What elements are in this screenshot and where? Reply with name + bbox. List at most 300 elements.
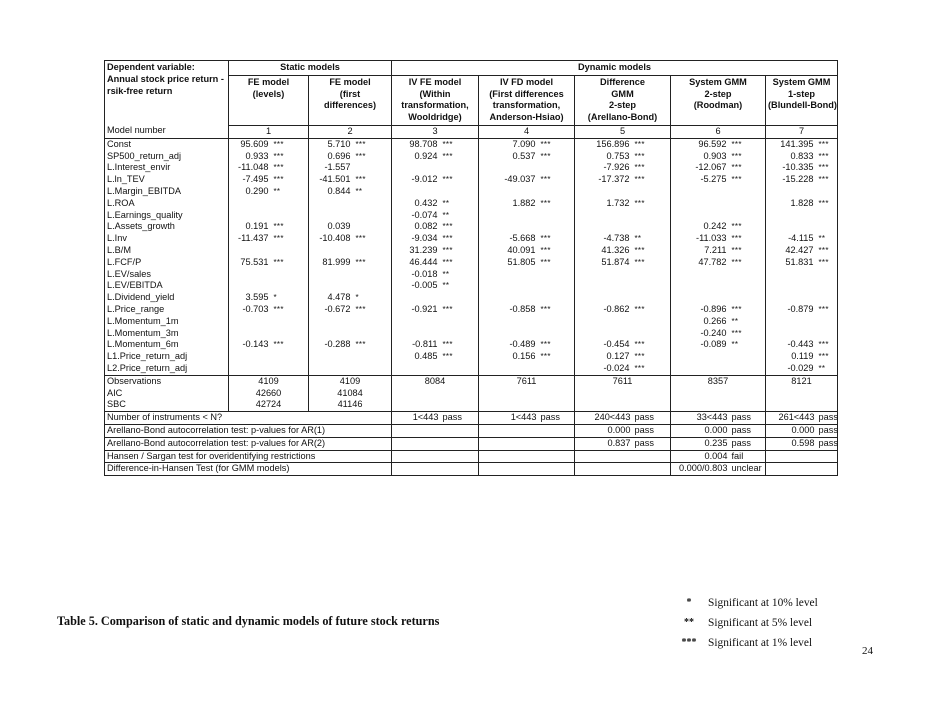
- stat-value: [575, 399, 671, 411]
- test-value: [479, 437, 539, 450]
- coefficient-value: [671, 198, 730, 210]
- model-header-line: FE model: [329, 76, 371, 87]
- model-number: 3: [392, 125, 479, 138]
- coefficient-value: -0.074: [411, 209, 438, 220]
- significance-stars: ***: [633, 363, 671, 375]
- coefficient-value: [479, 269, 539, 281]
- significance-stars: ***: [817, 198, 838, 210]
- significance-stars: ***: [272, 257, 309, 269]
- significance-stars: ***: [354, 304, 392, 316]
- significance-stars: ***: [539, 351, 575, 363]
- significance-stars: [817, 186, 838, 198]
- model-header-line: (Within: [419, 88, 451, 99]
- legend-text: Significant at 10% level: [708, 597, 818, 609]
- coefficient-value: -7.926: [603, 162, 630, 173]
- significance-stars: ***: [441, 221, 479, 233]
- row-label: SP500_return_adj: [105, 151, 229, 163]
- coefficient-value: -4.115: [788, 233, 814, 244]
- table-row: [105, 304, 838, 316]
- coefficient-value: [575, 316, 633, 328]
- stat-value: 41146: [309, 399, 392, 411]
- test-value: 0.837: [575, 437, 633, 450]
- table-row: [105, 174, 838, 186]
- model-header-line: System GMM: [772, 76, 831, 87]
- coefficient-value: 40.091: [507, 244, 536, 255]
- coefficient-value: -12.067: [695, 162, 727, 173]
- significance-stars: ***: [730, 138, 766, 150]
- test-result: [441, 424, 479, 437]
- significance-stars: ***: [272, 221, 309, 233]
- coefficient-value: -11.048: [238, 162, 269, 173]
- row-label: SBC: [105, 399, 229, 411]
- coefficient-value: -0.443: [787, 339, 814, 350]
- coefficient-value: 0.127: [606, 351, 630, 362]
- test-row: [105, 463, 838, 476]
- significance-stars: ***: [633, 174, 671, 186]
- coefficient-value: [229, 198, 272, 210]
- coefficient-value: -7.495: [242, 174, 269, 185]
- significance-stars: [730, 210, 766, 222]
- stat-value: [392, 399, 479, 411]
- significance-stars: ***: [441, 151, 479, 163]
- coefficient-value: 51.874: [601, 256, 630, 267]
- test-result: [441, 463, 479, 476]
- significance-stars: ***: [633, 162, 671, 174]
- significance-stars: [633, 221, 671, 233]
- coefficient-value: [671, 186, 730, 198]
- significance-stars: ***: [730, 304, 766, 316]
- significance-stars: [354, 210, 392, 222]
- coefficient-value: -0.862: [603, 303, 630, 314]
- significance-stars: [354, 198, 392, 210]
- test-result: [633, 450, 671, 463]
- test-label: Hansen / Sargan test for overidentifying restrictions: [105, 450, 392, 463]
- test-value: 0.000/0.803: [671, 463, 730, 476]
- significance-stars: ***: [354, 339, 392, 351]
- significance-stars: ***: [354, 174, 392, 186]
- coefficient-value: [309, 316, 354, 328]
- coefficient-value: [575, 221, 633, 233]
- row-label: L.EV/EBITDA: [105, 280, 229, 292]
- model-number: 7: [766, 125, 838, 138]
- significance-stars: ***: [817, 339, 838, 351]
- test-result: [441, 437, 479, 450]
- model-header-line: (Roodman): [693, 100, 743, 111]
- significance-stars: [730, 363, 766, 375]
- table-row: [105, 162, 838, 174]
- stat-value: 8121: [766, 375, 838, 387]
- significance-stars: ***: [817, 151, 838, 163]
- model-header-5: [575, 75, 671, 125]
- coefficient-value: 1.828: [790, 197, 814, 208]
- dependent-variable-value: Annual stock price return - rsik-free return: [107, 73, 224, 96]
- significance-stars: **: [730, 339, 766, 351]
- significance-stars: [354, 363, 392, 375]
- table-row: [105, 328, 838, 340]
- model-header-line: Anderson-Hsiao): [489, 112, 564, 123]
- significance-stars: *: [354, 292, 392, 304]
- test-result: [539, 424, 575, 437]
- significance-stars: [730, 269, 766, 281]
- coefficient-value: 0.485: [414, 351, 438, 362]
- table-row: [105, 280, 838, 292]
- test-row: [105, 450, 838, 463]
- coefficient-value: 46.444: [409, 256, 438, 267]
- stats-row: [105, 375, 838, 387]
- row-label: L.Price_range: [105, 304, 229, 316]
- significance-stars: [817, 316, 838, 328]
- test-result: [441, 450, 479, 463]
- coefficient-value: -0.005: [411, 280, 438, 291]
- model-number-row: [105, 125, 838, 138]
- model-number: 2: [309, 125, 392, 138]
- model-header-line: Difference: [600, 76, 645, 87]
- significance-stars: **: [817, 233, 838, 245]
- row-label: L.Momentum_6m: [105, 339, 229, 351]
- significance-stars: [272, 198, 309, 210]
- row-label: Observations: [105, 375, 229, 387]
- coefficient-value: [392, 316, 441, 328]
- results-table: [104, 60, 838, 476]
- model-header-1: [229, 75, 309, 125]
- test-label: Number of instruments < N?: [105, 412, 392, 425]
- significance-stars: [354, 351, 392, 363]
- row-label: Model number: [105, 125, 229, 138]
- significance-stars: ***: [539, 233, 575, 245]
- stat-value: [766, 399, 838, 411]
- significance-stars: ***: [539, 198, 575, 210]
- significance-stars: [730, 292, 766, 304]
- coefficient-value: 0.156: [512, 351, 536, 362]
- significance-stars: ***: [272, 162, 309, 174]
- significance-stars: ***: [817, 245, 838, 257]
- stat-value: 8357: [671, 375, 766, 387]
- significance-stars: ***: [441, 351, 479, 363]
- test-result: [539, 437, 575, 450]
- model-header-7: [766, 75, 838, 125]
- significance-stars: ***: [817, 304, 838, 316]
- table-row: [105, 198, 838, 210]
- significance-stars: [441, 328, 479, 340]
- significance-stars: ***: [272, 304, 309, 316]
- significance-stars: ***: [730, 257, 766, 269]
- coefficient-value: 1.882: [512, 197, 536, 208]
- coefficient-value: [479, 221, 539, 233]
- test-value: 0.235: [671, 437, 730, 450]
- coefficient-value: 0.903: [703, 150, 727, 161]
- significance-stars: ***: [354, 233, 392, 245]
- test-result: pass: [633, 424, 671, 437]
- coefficient-value: [671, 210, 730, 222]
- significance-stars: [272, 316, 309, 328]
- coefficient-value: 0.266: [703, 315, 727, 326]
- coefficient-value: 4.478: [327, 292, 351, 303]
- significance-stars: ***: [441, 138, 479, 150]
- model-header-line: 2-step: [704, 88, 732, 99]
- row-label: L.Earnings_quality: [105, 210, 229, 222]
- coefficient-value: -0.018: [411, 268, 438, 279]
- coefficient-value: [229, 280, 272, 292]
- table-row: [105, 363, 838, 375]
- significance-stars: ***: [441, 245, 479, 257]
- significance-stars: ***: [441, 304, 479, 316]
- significance-stars: ***: [633, 257, 671, 269]
- coefficient-value: [575, 186, 633, 198]
- coefficient-value: 1.732: [606, 197, 630, 208]
- significance-stars: ***: [817, 351, 838, 363]
- significance-stars: [539, 316, 575, 328]
- significance-stars: [354, 221, 392, 233]
- coefficient-value: [766, 221, 817, 233]
- stat-value: [671, 388, 766, 400]
- coefficient-value: [766, 269, 817, 281]
- model-number: 6: [671, 125, 766, 138]
- test-result: pass: [633, 412, 671, 425]
- coefficient-value: [229, 351, 272, 363]
- coefficient-value: [479, 363, 539, 375]
- significance-stars: ***: [539, 304, 575, 316]
- significance-stars: **: [441, 280, 479, 292]
- coefficient-value: -10.335: [782, 162, 814, 173]
- significance-stars: [539, 221, 575, 233]
- significance-stars: **: [817, 363, 838, 375]
- coefficient-value: 31.239: [409, 244, 438, 255]
- significance-stars: [730, 351, 766, 363]
- significance-stars: [441, 162, 479, 174]
- table-header: [105, 61, 838, 126]
- significance-stars: ***: [730, 162, 766, 174]
- model-header-line: (Arellano-Bond): [587, 112, 658, 123]
- coefficient-value: [766, 280, 817, 292]
- model-header-line: (first: [339, 88, 361, 99]
- coefficient-value: 0.696: [327, 150, 351, 161]
- significance-stars: [441, 316, 479, 328]
- coefficient-value: -9.034: [411, 233, 438, 244]
- coefficient-value: -17.372: [598, 174, 630, 185]
- significance-stars: ***: [730, 174, 766, 186]
- coefficient-value: [671, 351, 730, 363]
- test-value: [575, 463, 633, 476]
- model-header-line: 2-step: [608, 100, 637, 111]
- test-value: [392, 463, 441, 476]
- significance-stars: [539, 292, 575, 304]
- coefficient-value: 96.592: [698, 138, 727, 149]
- coefficient-value: [575, 328, 633, 340]
- significance-stars: [272, 245, 309, 257]
- significance-stars: ***: [272, 174, 309, 186]
- test-result: pass: [730, 437, 766, 450]
- significance-stars: [272, 351, 309, 363]
- dynamic-models-group: Dynamic models: [392, 61, 838, 76]
- coefficient-value: -0.288: [324, 339, 351, 350]
- table-row: [105, 245, 838, 257]
- test-value: [392, 437, 441, 450]
- significance-stars: [539, 363, 575, 375]
- legend-item: [670, 637, 818, 657]
- model-header-line: IV FD model: [499, 76, 554, 87]
- coefficient-value: -0.879: [787, 303, 814, 314]
- coefficient-value: 98.708: [409, 138, 438, 149]
- stat-value: 8084: [392, 375, 479, 387]
- significance-stars: **: [441, 269, 479, 281]
- coefficient-value: -0.024: [575, 363, 633, 375]
- stat-value: [575, 388, 671, 400]
- significance-stars: [730, 186, 766, 198]
- coefficient-value: 0.753: [606, 150, 630, 161]
- table-row: [105, 210, 838, 222]
- coefficient-value: [309, 210, 354, 222]
- legend-text: Significant at 5% level: [708, 617, 813, 629]
- significance-stars: ***: [633, 138, 671, 150]
- significance-stars: [633, 280, 671, 292]
- significance-stars: [272, 210, 309, 222]
- table-row: [105, 339, 838, 351]
- coefficient-value: [229, 316, 272, 328]
- test-value: [766, 450, 817, 463]
- significance-stars: ***: [272, 233, 309, 245]
- coefficient-value: [479, 316, 539, 328]
- test-result: [539, 450, 575, 463]
- significance-stars: ***: [730, 245, 766, 257]
- stat-value: 41084: [309, 388, 392, 400]
- test-label: Difference-in-Hansen Test (for GMM models): [105, 463, 392, 476]
- coefficient-value: [766, 210, 817, 222]
- coefficient-value: -0.489: [509, 339, 536, 350]
- dependent-variable-label: Dependent variable:: [107, 62, 195, 72]
- coefficient-value: 141.395: [780, 138, 814, 149]
- model-header-line: 1-step: [787, 88, 816, 99]
- test-value: 0.000: [575, 424, 633, 437]
- row-label: L1.Price_return_adj: [105, 351, 229, 363]
- significance-stars: [272, 328, 309, 340]
- significance-stars: [817, 280, 838, 292]
- significance-stars: ***: [539, 151, 575, 163]
- significance-stars: **: [441, 198, 479, 210]
- test-value: [392, 450, 441, 463]
- coefficient-value: [671, 292, 730, 304]
- significance-stars: ***: [441, 257, 479, 269]
- significance-stars: ***: [539, 174, 575, 186]
- coefficient-value: -11.033: [696, 233, 727, 244]
- significance-stars: **: [633, 233, 671, 245]
- test-row: [105, 437, 838, 450]
- significance-stars: [354, 280, 392, 292]
- coefficient-value: [309, 328, 354, 340]
- test-result: pass: [633, 437, 671, 450]
- significance-stars: [441, 292, 479, 304]
- significance-stars: [730, 198, 766, 210]
- coefficient-value: [575, 292, 633, 304]
- significance-stars: ***: [817, 162, 838, 174]
- stat-value: [479, 399, 575, 411]
- significance-stars: ***: [354, 257, 392, 269]
- significance-stars: ***: [354, 138, 392, 150]
- significance-stars: [730, 280, 766, 292]
- test-value: 1<443: [392, 412, 441, 425]
- coefficient-value: 0.537: [512, 150, 536, 161]
- significance-stars: [539, 328, 575, 340]
- legend-text: Significant at 1% level: [708, 637, 813, 649]
- significance-stars: [539, 280, 575, 292]
- test-value: 1<443: [479, 412, 539, 425]
- table-row: [105, 292, 838, 304]
- table-caption: Table 5. Comparison of static and dynamic models of future stock returns: [57, 614, 440, 628]
- table-row: [105, 351, 838, 363]
- row-label: L.Momentum_1m: [105, 316, 229, 328]
- coefficient-value: 81.999: [322, 256, 351, 267]
- model-header-line: (levels): [252, 88, 285, 99]
- test-value: 0.000: [671, 424, 730, 437]
- significance-stars: ***: [441, 174, 479, 186]
- coefficient-value: [575, 280, 633, 292]
- coefficient-value: 0.119: [791, 351, 814, 362]
- test-result: unclear: [730, 463, 766, 476]
- stat-value: [479, 388, 575, 400]
- coefficient-value: [392, 292, 441, 304]
- test-result: pass: [730, 424, 766, 437]
- coefficient-value: [671, 363, 730, 375]
- model-header-line: System GMM: [689, 76, 747, 87]
- coefficient-value: [309, 245, 354, 257]
- coefficient-value: [575, 269, 633, 281]
- coefficient-value: -15.228: [782, 174, 814, 185]
- test-result: pass: [817, 437, 838, 450]
- significance-stars: [633, 186, 671, 198]
- coefficient-value: [229, 269, 272, 281]
- test-result: pass: [730, 412, 766, 425]
- row-label: L.B/M: [105, 245, 229, 257]
- row-label: L.Dividend_yield: [105, 292, 229, 304]
- row-label: AIC: [105, 388, 229, 400]
- stats-row: [105, 399, 838, 411]
- coefficient-value: -0.811: [412, 339, 438, 350]
- significance-stars: **: [441, 210, 479, 222]
- coefficient-value: [766, 316, 817, 328]
- legend-item: [670, 617, 818, 637]
- significance-stars: [272, 280, 309, 292]
- legend-item: [670, 597, 818, 617]
- legend-symbol: **: [684, 617, 694, 628]
- test-result: [817, 463, 838, 476]
- coefficient-value: 7.211: [704, 244, 727, 255]
- coefficient-value: [392, 363, 441, 375]
- model-number: 5: [575, 125, 671, 138]
- test-value: 0.004: [671, 450, 730, 463]
- coefficient-value: 0.833: [790, 150, 814, 161]
- significance-stars: **: [730, 316, 766, 328]
- coefficient-value: [575, 210, 633, 222]
- stat-value: [766, 388, 838, 400]
- test-result: pass: [817, 412, 838, 425]
- row-label: L.Margin_EBITDA: [105, 186, 229, 198]
- coefficient-value: 0.039: [327, 221, 351, 232]
- table-body: [105, 125, 838, 475]
- row-label: L.ln_TEV: [105, 174, 229, 186]
- significance-stars: ***: [730, 233, 766, 245]
- coefficient-value: [671, 280, 730, 292]
- coefficient-value: -0.143: [242, 339, 269, 350]
- coefficient-value: [671, 269, 730, 281]
- significance-stars: [539, 186, 575, 198]
- coefficient-value: [479, 280, 539, 292]
- significance-stars: ***: [272, 138, 309, 150]
- significance-stars: [441, 186, 479, 198]
- coefficient-value: -5.275: [700, 174, 727, 185]
- test-value: [479, 450, 539, 463]
- legend-symbol: *: [686, 597, 692, 608]
- test-result: pass: [539, 412, 575, 425]
- coefficient-value: 95.609: [240, 138, 269, 149]
